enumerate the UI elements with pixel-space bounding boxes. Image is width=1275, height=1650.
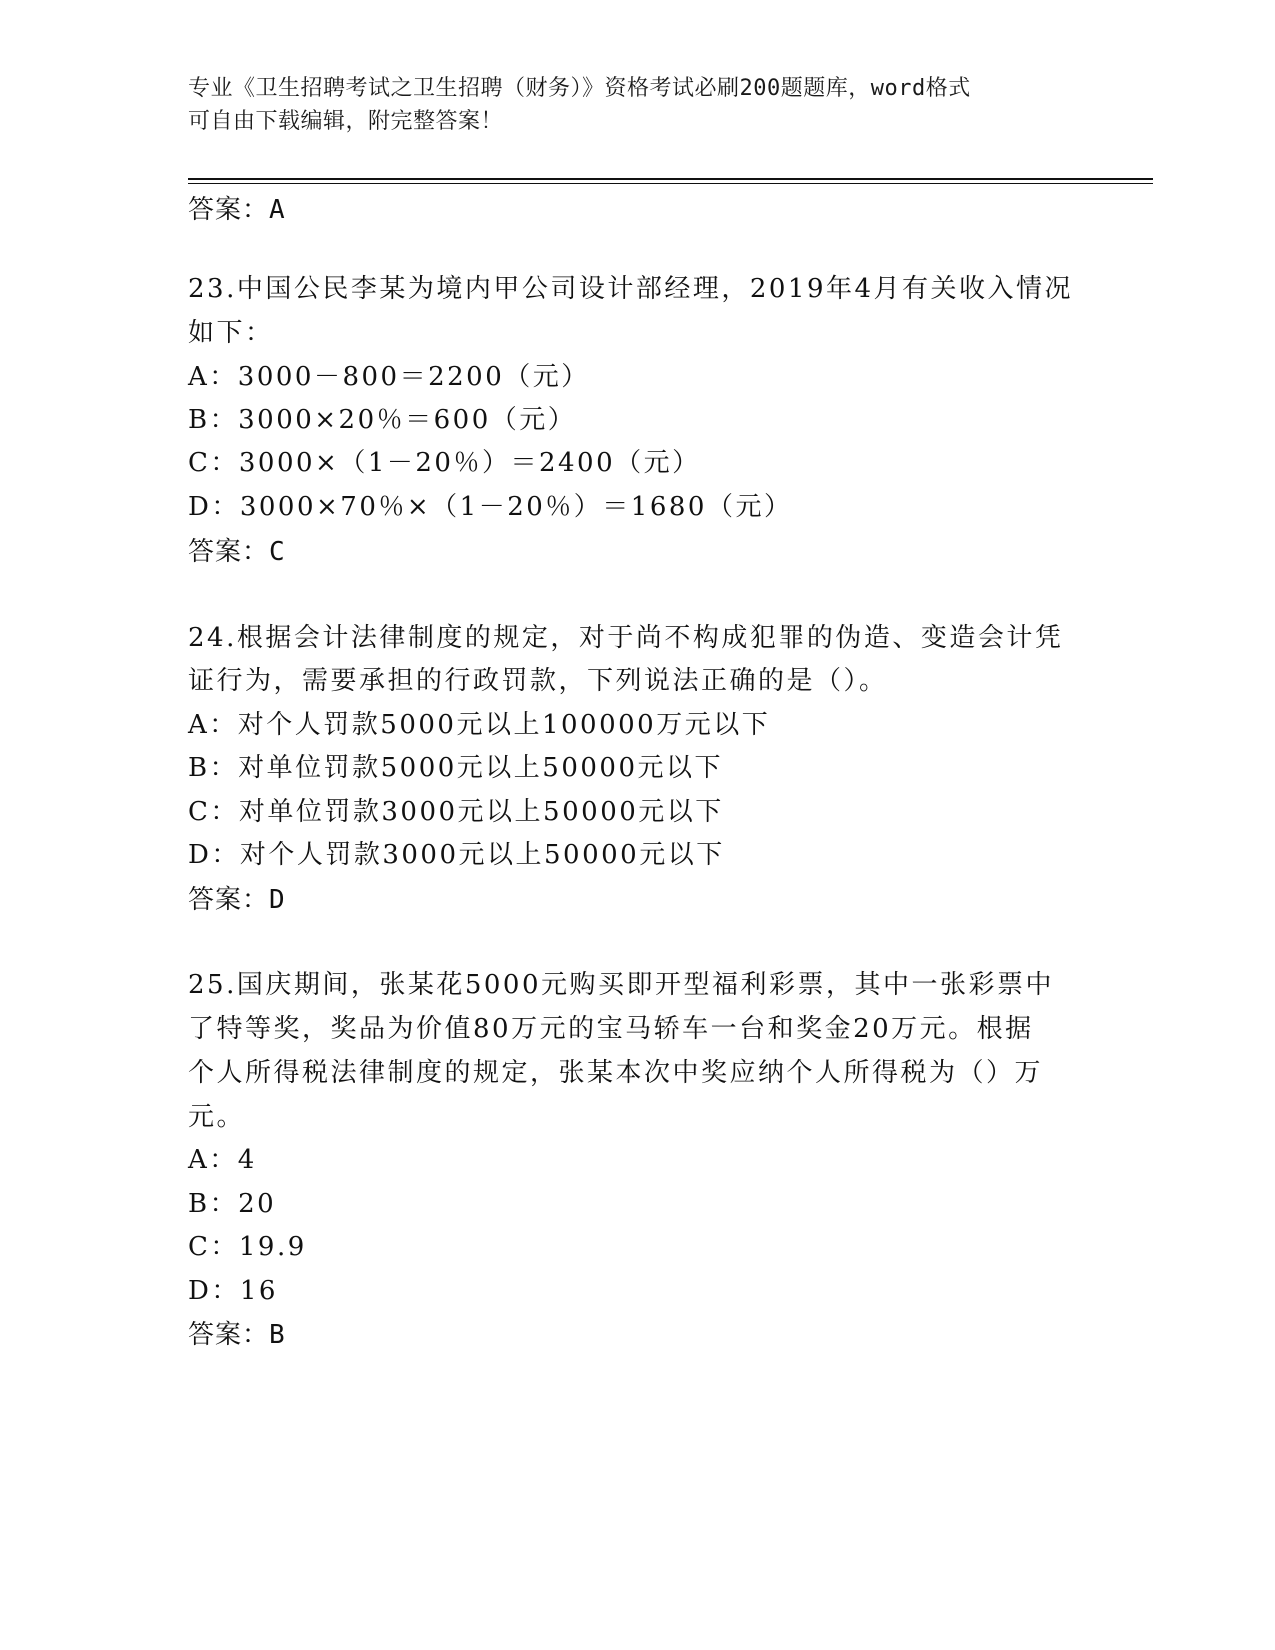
question-24-option-a: A：对个人罚款5000元以上100000万元以下 — [188, 710, 771, 740]
question-24-stem-line-1: 24.根据会计法律制度的规定，对于尚不构成犯罪的伪造、变造会计凭 — [188, 623, 1064, 653]
question-25-option-c: C：19.9 — [188, 1232, 307, 1262]
question-23-option-c: C：3000×（1－20％）＝2400（元） — [188, 448, 701, 478]
question-23-option-b: B：3000×20％＝600（元） — [188, 405, 577, 435]
header-divider-thin — [188, 183, 1153, 184]
header-line-1: 专业《卫生招聘考试之卫生招聘（财务）》资格考试必刷200题题库，word格式 — [188, 76, 971, 101]
question-23-option-a: A：3000－800＝2200（元） — [188, 362, 590, 392]
question-24-option-d: D：对个人罚款3000元以上50000元以下 — [188, 840, 725, 870]
question-23-stem-line-2: 如下： — [188, 318, 274, 348]
question-25-stem-line-4: 元。 — [188, 1102, 246, 1132]
answer-prev: 答案：A — [188, 195, 286, 225]
question-24-answer: 答案：D — [188, 885, 286, 915]
question-23-option-d: D：3000×70％×（1－20％）＝1680（元） — [188, 492, 793, 522]
header-line-2: 可自由下载编辑，附完整答案！ — [188, 109, 504, 134]
question-24-option-c: C：对单位罚款3000元以上50000元以下 — [188, 797, 724, 827]
question-23-answer: 答案：C — [188, 537, 286, 567]
question-24-option-b: B：对单位罚款5000元以上50000元以下 — [188, 753, 723, 783]
question-25-answer: 答案：B — [188, 1320, 286, 1350]
question-25-option-b: B：20 — [188, 1189, 277, 1219]
header-divider-thick — [188, 178, 1153, 180]
question-25-option-a: A：4 — [188, 1145, 257, 1175]
question-24-stem-line-2: 证行为，需要承担的行政罚款，下列说法正确的是（）。 — [188, 666, 888, 696]
question-25-stem-line-3: 个人所得税法律制度的规定，张某本次中奖应纳个人所得税为（）万 — [188, 1058, 1044, 1088]
question-25-stem-line-2: 了特等奖，奖品为价值80万元的宝马轿车一台和奖金20万元。根据 — [188, 1014, 1034, 1044]
question-25-option-d: D：16 — [188, 1276, 278, 1306]
document-header — [188, 72, 1068, 138]
question-23-stem-line-1: 23.中国公民李某为境内甲公司设计部经理，2019年4月有关收入情况 — [188, 274, 1074, 304]
question-25-stem-line-1: 25.国庆期间，张某花5000元购买即开型福利彩票，其中一张彩票中 — [188, 970, 1055, 1000]
